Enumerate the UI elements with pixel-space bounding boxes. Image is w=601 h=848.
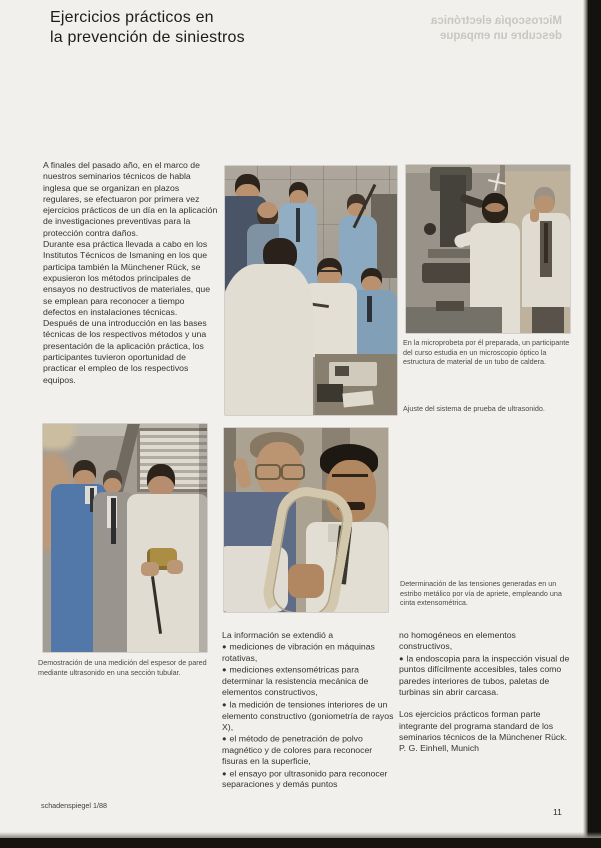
bullet-icon: ● xyxy=(222,734,227,744)
mustache-man-face xyxy=(326,460,376,522)
foreground-man-head xyxy=(263,238,297,271)
foreground-hair-blur xyxy=(43,424,75,450)
ceiling-strip xyxy=(43,424,207,436)
participant-arm xyxy=(453,226,491,249)
light-flare-h xyxy=(488,179,506,185)
labcoat-man-head xyxy=(147,464,175,496)
pointer-rod xyxy=(353,184,376,228)
device-box xyxy=(317,384,343,402)
bullet-icon: ● xyxy=(222,768,227,778)
blue-suit-man-shirt xyxy=(85,486,97,504)
specimen xyxy=(436,301,464,311)
wall-panels xyxy=(225,166,397,314)
page-title xyxy=(50,8,245,48)
device-screen xyxy=(335,366,349,376)
photo-strain-gauge xyxy=(224,428,388,612)
byline: P. G. Einhell, Munich xyxy=(399,743,479,754)
crouching-man-shirt xyxy=(349,290,397,356)
bullet-icon: ● xyxy=(222,642,227,652)
test-specimen xyxy=(147,548,177,570)
list-item-text: la endoscopia para la inspección visual de puntos difícilmente accesibles, tales como paredes interiores de tubos, paletas de turbinas sin abrir carcasa. xyxy=(399,653,570,697)
list-item-text: el método de penetración de polvo magnético y de colores para reconocer fisuras en la superficie, xyxy=(222,733,373,767)
wall-board xyxy=(371,194,397,278)
mustache xyxy=(337,502,365,510)
glasses-man-hair xyxy=(250,432,304,460)
list-item-5 xyxy=(222,768,395,791)
light-flare-v xyxy=(494,173,500,191)
seated-man-glasses xyxy=(319,270,340,272)
gray-suit-man-tie xyxy=(111,498,116,544)
crouching-man-tie xyxy=(367,296,372,322)
scan-border-right xyxy=(588,0,601,848)
foreground-man-labcoat xyxy=(225,264,313,415)
list-item-text: el ensayo por ultrasonido para reconocer separaciones y demás puntos xyxy=(222,768,388,790)
crouching-man-head xyxy=(361,268,382,291)
instructor-shirt xyxy=(540,221,552,277)
photo-ultrasound-setup xyxy=(225,166,397,415)
raised-hand xyxy=(232,457,252,489)
microscope-column xyxy=(440,175,466,247)
instructor-hand xyxy=(530,209,539,222)
seated-man-coat xyxy=(303,283,357,357)
journal-footer: schadenspiegel 1/88 xyxy=(41,801,107,810)
lab-bench xyxy=(406,307,502,333)
closing-column xyxy=(399,630,571,754)
caption-wall-thickness: Demostración de una medición del espesor de pared mediante ultrasonido en una sección tubular. xyxy=(38,658,207,677)
paper-sheet xyxy=(342,390,373,407)
gripping-hand xyxy=(288,564,324,598)
patterned-tie xyxy=(333,525,352,584)
hand-right xyxy=(167,560,183,574)
metal-stirrup-tube xyxy=(259,482,357,612)
mustache-man-coat xyxy=(306,522,388,612)
person-back-shirt xyxy=(339,216,377,294)
list-item-1 xyxy=(222,641,395,664)
list-item-3 xyxy=(222,699,395,733)
caption-ultrasound-setup: Ajuste del sistema de prueba de ultrasonido. xyxy=(403,404,545,413)
window-beam xyxy=(110,424,141,498)
glasses-man-face xyxy=(256,442,302,496)
bearded-man-head xyxy=(257,202,278,226)
seated-man-head xyxy=(317,258,342,285)
instructor-head xyxy=(534,187,555,213)
page-title-line2: la prevención de siniestros xyxy=(50,29,245,46)
microscope-head xyxy=(430,167,472,191)
glasses-lens-left xyxy=(255,464,281,480)
bullet-icon: ● xyxy=(222,665,227,675)
participant-head xyxy=(482,193,508,223)
shirt-collar xyxy=(328,524,348,542)
window-blinds xyxy=(137,428,207,492)
person-left-suit xyxy=(225,196,267,296)
photo-wall-thickness xyxy=(43,424,207,652)
photo-shadow-edge xyxy=(199,424,207,652)
intro-paragraph-3: Después de una introducción en las bases técnicas de los respectivos métodos y una presentación de la aplicación práctica, los participantes tuvieron oportunidad de practicar el empleo de los respectivos equipos. xyxy=(43,318,207,385)
list-item-text: mediciones extensométricas para determinar la resistencia mecánica de elementos constructivos, xyxy=(222,664,369,698)
info-list-intro: La información se extendió a xyxy=(222,630,334,640)
instructor-tie xyxy=(544,223,548,263)
door-frame xyxy=(500,165,505,333)
instructor-coat xyxy=(522,213,570,307)
bleedthrough-text xyxy=(402,14,562,44)
ultrasound-device xyxy=(329,362,377,386)
bullet-icon: ● xyxy=(399,653,404,663)
ceiling-strip xyxy=(406,165,570,173)
focus-knob xyxy=(424,223,436,235)
standing-man-shirt xyxy=(279,203,317,287)
page-left-edge xyxy=(0,0,26,848)
glasses-man-jacket xyxy=(224,492,296,612)
instructor-trousers xyxy=(532,307,564,333)
caption-microscope: En la microprobeta por él preparada, un participante del curso estudia en un microscopio óptico la estructura de material de un tubo de caldera. xyxy=(403,338,570,366)
gray-suit-man-shirt xyxy=(107,496,117,528)
blue-suit-man-tie xyxy=(90,488,94,512)
gray-suit-man-jacket xyxy=(93,492,135,652)
standing-man-head xyxy=(289,182,308,204)
draped-coat xyxy=(224,546,288,612)
microscope-base xyxy=(422,263,486,283)
closing-paragraph: Los ejercicios prácticos forman parte integrante del programa standard de los seminarios técnicos de la Münchener Rück. xyxy=(399,709,568,742)
photo-microscope xyxy=(406,165,570,333)
blue-suit-man-head xyxy=(73,460,96,486)
standing-man-tie xyxy=(296,208,300,242)
bullet-icon: ● xyxy=(222,699,227,709)
intro-paragraph-2: Durante esa práctica llevada a cabo en los Institutos Técnicos de Ismaning en los que participa también la Münchener Rück, se expusieron los métodos principales de ensayos no destructivos de materiales, que se emplean para reconocer a tiempo defectos en instalaciones técnicas. xyxy=(43,239,211,317)
bleedthrough-line1: Microscopía electrónica xyxy=(430,15,562,27)
list-item-text: la medición de tensiones interiores de un elemento constructivo (goniometría de rayos X), xyxy=(222,699,394,732)
participant-coat xyxy=(470,223,520,333)
page-number: 11 xyxy=(553,807,562,817)
list-item-4 xyxy=(222,733,395,767)
intro-paragraph-1: A finales del pasado año, en el marco de nuestros seminarios técnicos de habla inglesa que se organizan en plazos regulares, se efectuaron por primera vez ejercicios prácticos de un día en la aplicación de investigaciones preventivas para la protección contra daños. xyxy=(43,160,218,238)
person-left-head xyxy=(235,174,260,201)
person-back-head xyxy=(347,194,366,216)
bleedthrough-line2: descubre un empaque xyxy=(439,30,562,42)
page-title-line1: Ejercicios prácticos en xyxy=(50,9,214,26)
probe-cable xyxy=(151,576,162,634)
list-item-6 xyxy=(399,653,571,699)
scan-border-bottom xyxy=(0,838,601,848)
glasses-lens-right xyxy=(281,464,305,480)
list-item-continuation: no homogéneos en elementos constructivos, xyxy=(399,630,516,652)
wall-dark-left xyxy=(224,428,236,612)
list-item-text: mediciones de vibración en máquinas rotativas, xyxy=(222,641,375,664)
caption-strain-gauge: Determinación de las tensiones generadas en un estribo metálico por vía de apriete, empleando una cinta extensométrica. xyxy=(400,579,562,607)
hand-left xyxy=(141,562,159,576)
blue-suit-man-jacket xyxy=(51,484,107,652)
probe-pen xyxy=(285,299,329,308)
equipment-table xyxy=(315,354,397,415)
info-list-column xyxy=(222,630,395,791)
gray-suit-man-head xyxy=(103,470,122,493)
foreground-head-blur xyxy=(43,454,73,550)
mustache-man-hair xyxy=(320,444,378,476)
door xyxy=(505,171,570,333)
eyebrows xyxy=(332,474,368,477)
bearded-man-shirt xyxy=(247,224,287,288)
wall-dark-band xyxy=(322,428,350,612)
microscope-stage xyxy=(428,249,480,258)
intro-column xyxy=(43,160,218,386)
microscope-eyepiece xyxy=(459,193,484,208)
labcoat-man-coat xyxy=(127,494,207,652)
list-item-2 xyxy=(222,664,395,698)
